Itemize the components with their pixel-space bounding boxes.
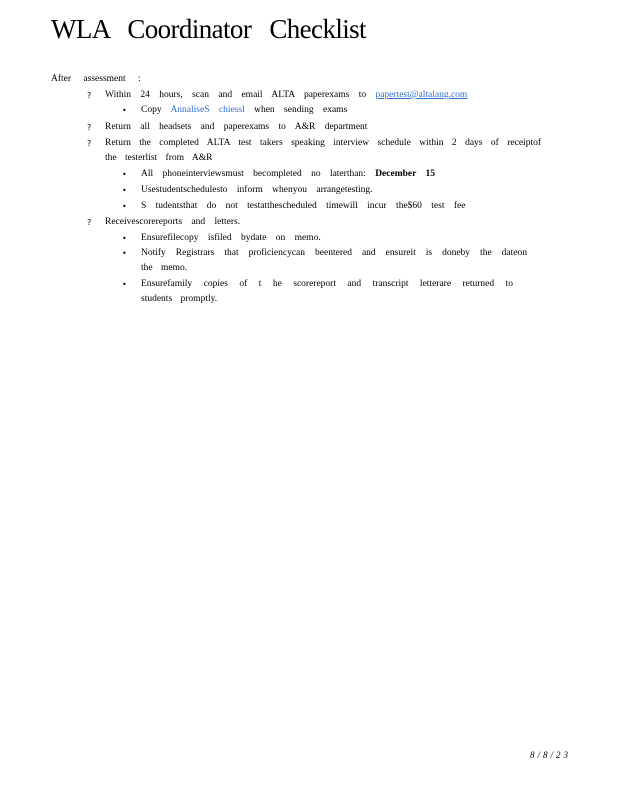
- footer-date: 8/8/23: [530, 750, 572, 760]
- item-text: Usestudentschedulesto inform whenyou arrangetesting.: [141, 185, 373, 195]
- bullet-icon: •: [122, 186, 127, 195]
- item-text: Notify Registrars that proficiencycan beentered and ensureit is doneby the dateon the memo.: [141, 248, 527, 273]
- item-text: Ensurefamily copies of t he scorereport and transcript letterare returned to students promptly.: [141, 279, 513, 304]
- deadline-date: December 15: [375, 169, 436, 179]
- item-text: Receivescorereports and letters.: [105, 217, 241, 227]
- bullet-icon: •: [122, 234, 127, 243]
- section-label: After assessment :: [51, 74, 141, 84]
- question-mark-icon: ?: [87, 123, 92, 132]
- question-mark-icon: ?: [87, 218, 92, 227]
- bullet-icon: •: [122, 249, 127, 258]
- item-text: All phoneinterviewsmust becompleted no laterthan: December 15: [141, 169, 436, 179]
- item-text: Copy AnnaliseS chiessl when sending exams: [141, 105, 348, 115]
- item-text: Ensurefilecopy isfiled bydate on memo.: [141, 233, 321, 243]
- item-text: S tudentsthat do not testatthescheduled timewill incur the$60 test fee: [141, 201, 466, 211]
- page-title: WLA Coordinator Checklist: [51, 14, 366, 44]
- email-link[interactable]: papertest@altalang.com: [375, 90, 468, 100]
- bullet-icon: •: [122, 170, 127, 179]
- question-mark-icon: ?: [87, 139, 92, 148]
- item-text: Return the completed ALTA test takers speaking interview schedule within 2 days of receiptof the testerlist from A&R: [105, 138, 541, 163]
- bullet-icon: •: [122, 202, 127, 211]
- bullet-icon: •: [122, 280, 127, 289]
- question-mark-icon: ?: [87, 91, 92, 100]
- item-text: Return all headsets and paperexams to A&R department: [105, 122, 368, 132]
- bullet-icon: •: [122, 106, 127, 115]
- item-text: Within 24 hours, scan and email ALTA paperexams to papertest@altalang.com: [105, 90, 468, 100]
- contact-name: AnnaliseS chiessl: [170, 105, 245, 115]
